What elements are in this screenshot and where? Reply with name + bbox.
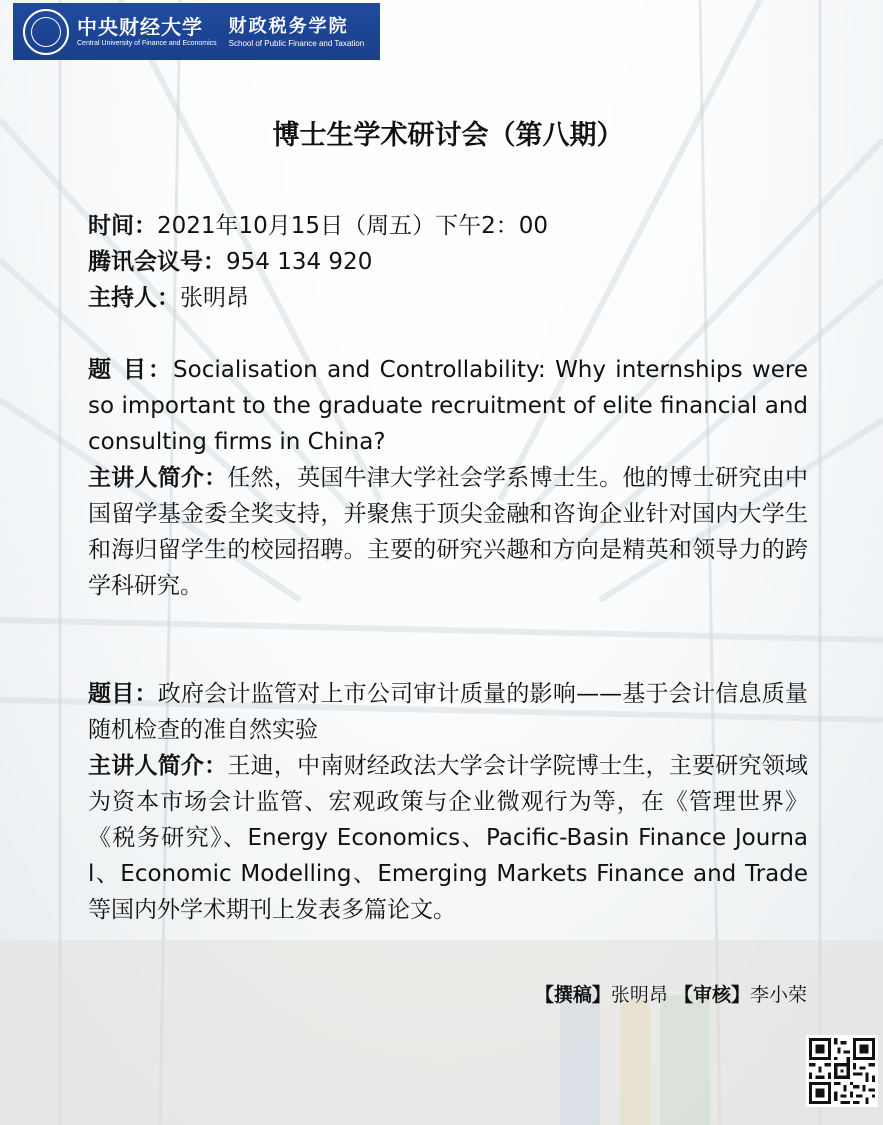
school-name-block [229,15,365,49]
credits [535,980,807,1010]
university-name-en: Central University of Finance and Economics [77,39,217,47]
school-name-en: School of Public Finance and Taxation [228,38,365,48]
talk-2 [88,676,808,928]
host-label: 主持人： [88,285,180,311]
time-label: 时间： [88,213,157,239]
talk-1-topic [88,352,808,460]
qr-code-icon[interactable] [806,1035,878,1107]
talk-2-speaker-label: 主讲人简介： [88,753,228,779]
talk-2-topic-label: 题目： [88,681,158,707]
talk-2-topic-value: 政府会计监管对上市公司审计质量的影响——基于会计信息质量随机检查的准自然实验 [88,681,809,743]
time-row [88,208,808,244]
writer-label: 【撰稿】 [534,984,611,1006]
talk-2-topic [88,676,808,748]
reviewer-label: 【审核】 [673,984,750,1006]
emblem-inner-ring [31,17,61,47]
talk-1-topic-label: 题 目： [88,357,174,383]
meeting-row [88,244,808,280]
page-title: 博士生学术研讨会（第八期） [272,120,624,151]
meta-info [88,208,808,316]
school-logo-banner [13,3,380,60]
qr-code-pattern [809,1038,875,1104]
school-name-cn: 财政税务学院 [228,15,349,37]
talk-1-speaker-label: 主讲人简介： [88,465,228,491]
writer-value: 张明昂 [610,984,668,1006]
meeting-id-value: 954 134 920 [226,249,373,275]
reviewer-value: 李小荣 [749,984,807,1006]
talk-2-speaker [88,748,808,928]
university-emblem-icon [23,9,69,55]
talk-1 [88,352,808,604]
university-name-block [77,15,217,49]
talk-1-speaker-value: 任然，英国牛津大学社会学系博士生。他的博士研究由中国留学基金委全奖支持，并聚焦于顶尖金融和咨询企业针对国内大学生和海归留学生的校园招聘。主要的研究兴趣和方向是精英和领导力的跨学科研究。 [88,465,809,599]
talk-1-topic-value: Socialisation and Controllability: Why internships were so important to the graduate recruitment of elite financial and consulting firms in China? [88,357,808,455]
time-value: 2021年10月15日（周五）下午2：00 [157,213,548,239]
meeting-label: 腾讯会议号： [88,249,226,275]
talk-2-speaker-value: 王迪，中南财经政法大学会计学院博士生，主要研究领域为资本市场会计监管、宏观政策与企业微观行为等，在《管理世界》《税务研究》、Energy Economics、Pacific-Basin Finance Journal、Economic Modelling、Emerging Markets Finance and Trade等国内外学术期刊上发表多篇论文。 [88,753,809,923]
talk-1-speaker [88,460,808,604]
host-row [88,280,808,316]
host-value: 张明昂 [180,285,249,311]
university-name-cn: 中央财经大学 [77,14,203,39]
